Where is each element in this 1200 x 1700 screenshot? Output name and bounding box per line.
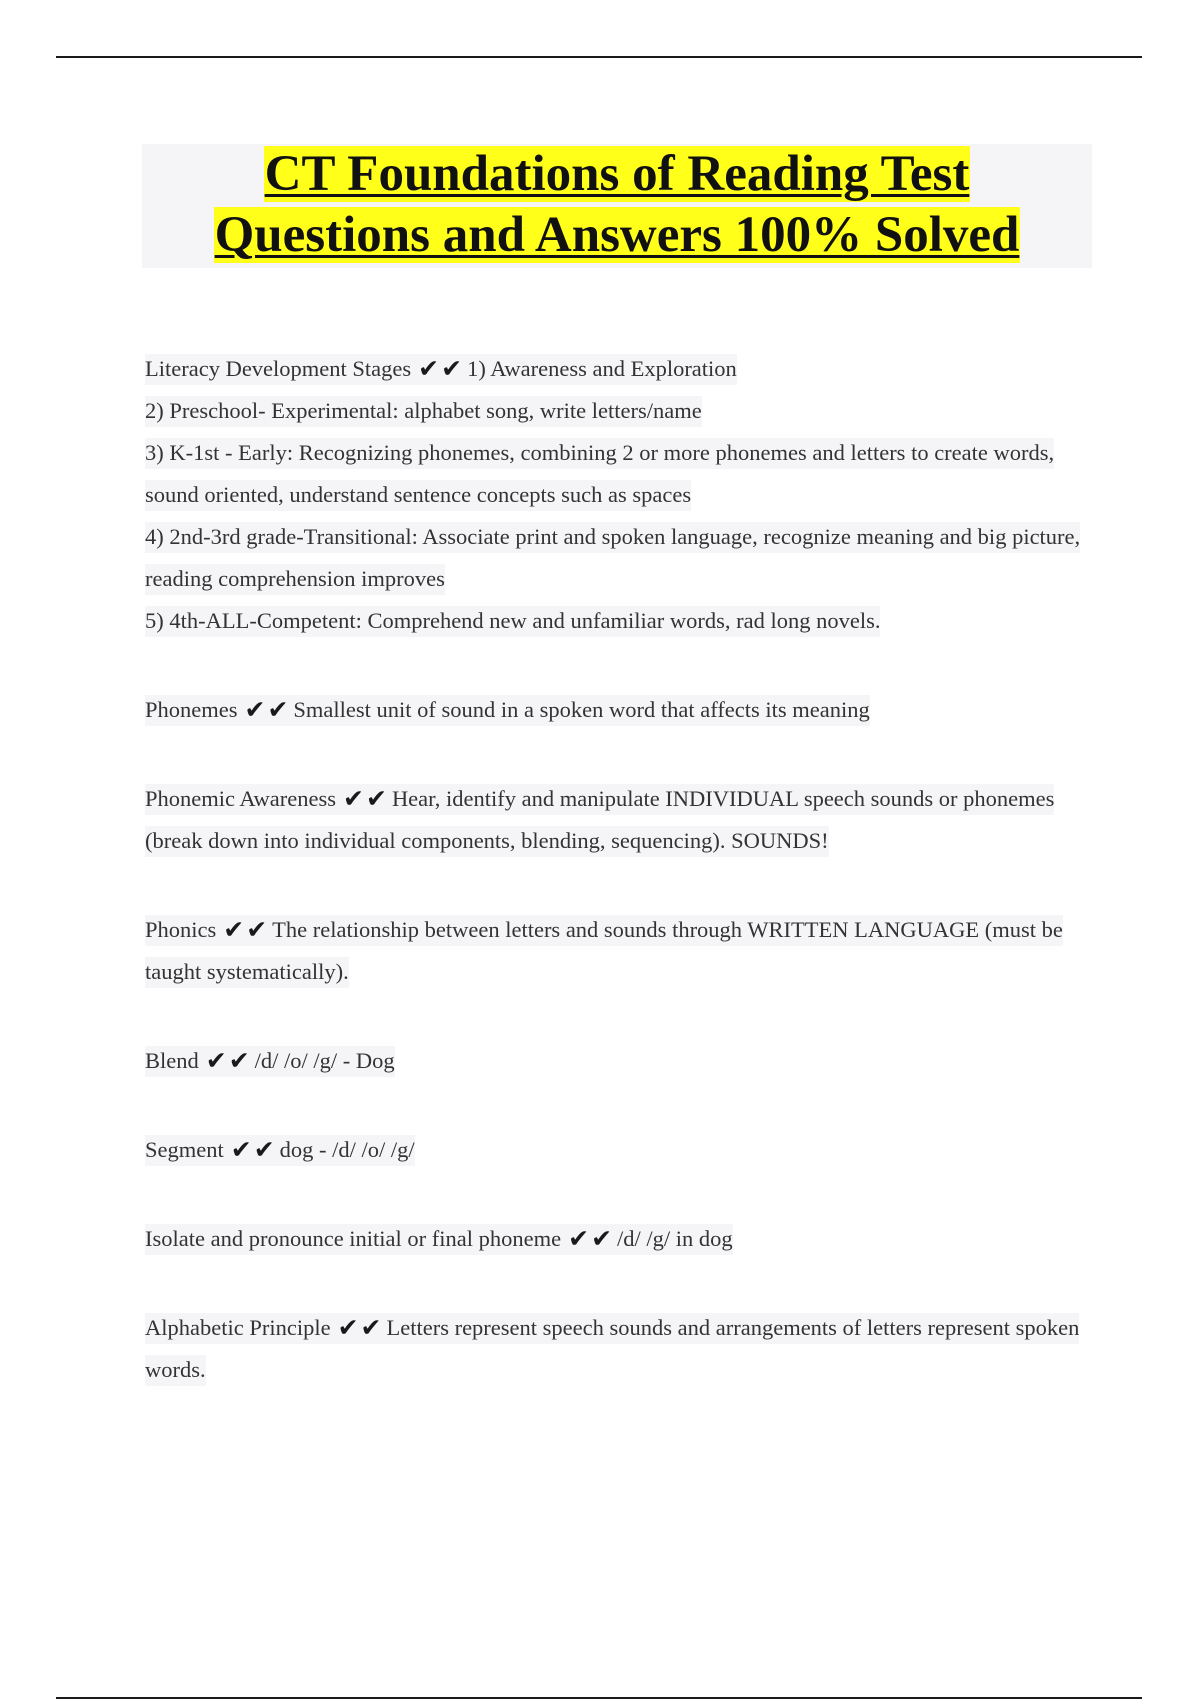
term: Phonics <box>145 917 217 942</box>
answer: /d/ /o/ /g/ - Dog <box>254 1048 395 1073</box>
answer: Letters represent speech sounds and arrangements of letters represent spoken words. <box>145 1315 1080 1382</box>
check-icon: ✔ <box>591 1224 613 1253</box>
qa-list <box>145 347 1095 1391</box>
qa-entry-phonemic-awareness <box>145 777 1095 862</box>
qa-entry-isolate <box>145 1217 1095 1260</box>
title-highlight-2: Questions and Answers 100% Solved <box>214 207 1020 263</box>
term: Phonemic Awareness <box>145 786 337 811</box>
answer: Smallest unit of sound in a spoken word that affects its meaning <box>293 697 870 722</box>
title-line-2 <box>142 205 1092 266</box>
check-icon: ✔ <box>360 1313 382 1342</box>
term: Phonemes <box>145 697 238 722</box>
answer: The relationship between letters and sounds through WRITTEN LANGUAGE (must be taught systematically). <box>145 917 1063 984</box>
qa-entry-segment <box>145 1128 1095 1171</box>
check-icon: ✔ <box>418 354 440 383</box>
check-icon: ✔ <box>223 915 245 944</box>
check-icon: ✔ <box>343 784 364 813</box>
answer-line: 5) 4th-ALL-Competent: Comprehend new and unfamiliar words, rad long novels. <box>145 606 880 637</box>
check-icon: ✔ <box>205 1046 227 1075</box>
check-icon: ✔ <box>244 695 266 724</box>
term: Literacy Development Stages <box>145 356 412 381</box>
check-icon: ✔ <box>230 1135 252 1164</box>
qa-entry-alphabetic-principle <box>145 1306 1095 1391</box>
answer-line: 4) 2nd-3rd grade-Transitional: Associate print and spoken language, recognize meaning and big picture, reading comprehension improves <box>145 522 1080 595</box>
check-icon: ✔ <box>267 695 289 724</box>
check-icon: ✔ <box>246 915 268 944</box>
check-icon: ✔ <box>441 354 463 383</box>
check-icon: ✔ <box>365 784 387 813</box>
check-icon: ✔ <box>568 1224 590 1253</box>
qa-entry-phonics <box>145 908 1095 993</box>
term: Isolate and pronounce initial or final phoneme <box>145 1226 562 1251</box>
answer-line: 2) Preschool- Experimental: alphabet song, write letters/name <box>145 396 702 427</box>
check-icon: ✔ <box>253 1135 275 1164</box>
term: Segment <box>145 1137 224 1162</box>
answer: Hear, identify and manipulate INDIVIDUAL speech sounds or phonemes (break down into individual components, blending, sequencing). SOUNDS! <box>145 786 1055 853</box>
title-line-1 <box>142 144 1092 205</box>
qa-entry-phonemes <box>145 688 1095 731</box>
qa-entry-literacy-stages <box>145 347 1095 642</box>
title-highlight-1: CT Foundations of Reading Test <box>264 146 970 202</box>
footer-rule <box>56 1697 1142 1699</box>
check-icon: ✔ <box>337 1313 359 1342</box>
answer-line: 3) K-1st - Early: Recognizing phonemes, combining 2 or more phonemes and letters to create words, sound oriented, understand sentence concepts such as spaces <box>145 438 1054 511</box>
answer-line: 1) Awareness and Exploration <box>467 356 737 381</box>
answer: dog - /d/ /o/ /g/ <box>279 1137 415 1162</box>
header-rule <box>56 56 1142 58</box>
term: Alphabetic Principle <box>145 1315 331 1340</box>
term: Blend <box>145 1048 199 1073</box>
qa-entry-blend <box>145 1039 1095 1082</box>
check-icon: ✔ <box>228 1046 250 1075</box>
answer: /d/ /g/ in dog <box>617 1226 733 1251</box>
document-title <box>142 144 1092 268</box>
